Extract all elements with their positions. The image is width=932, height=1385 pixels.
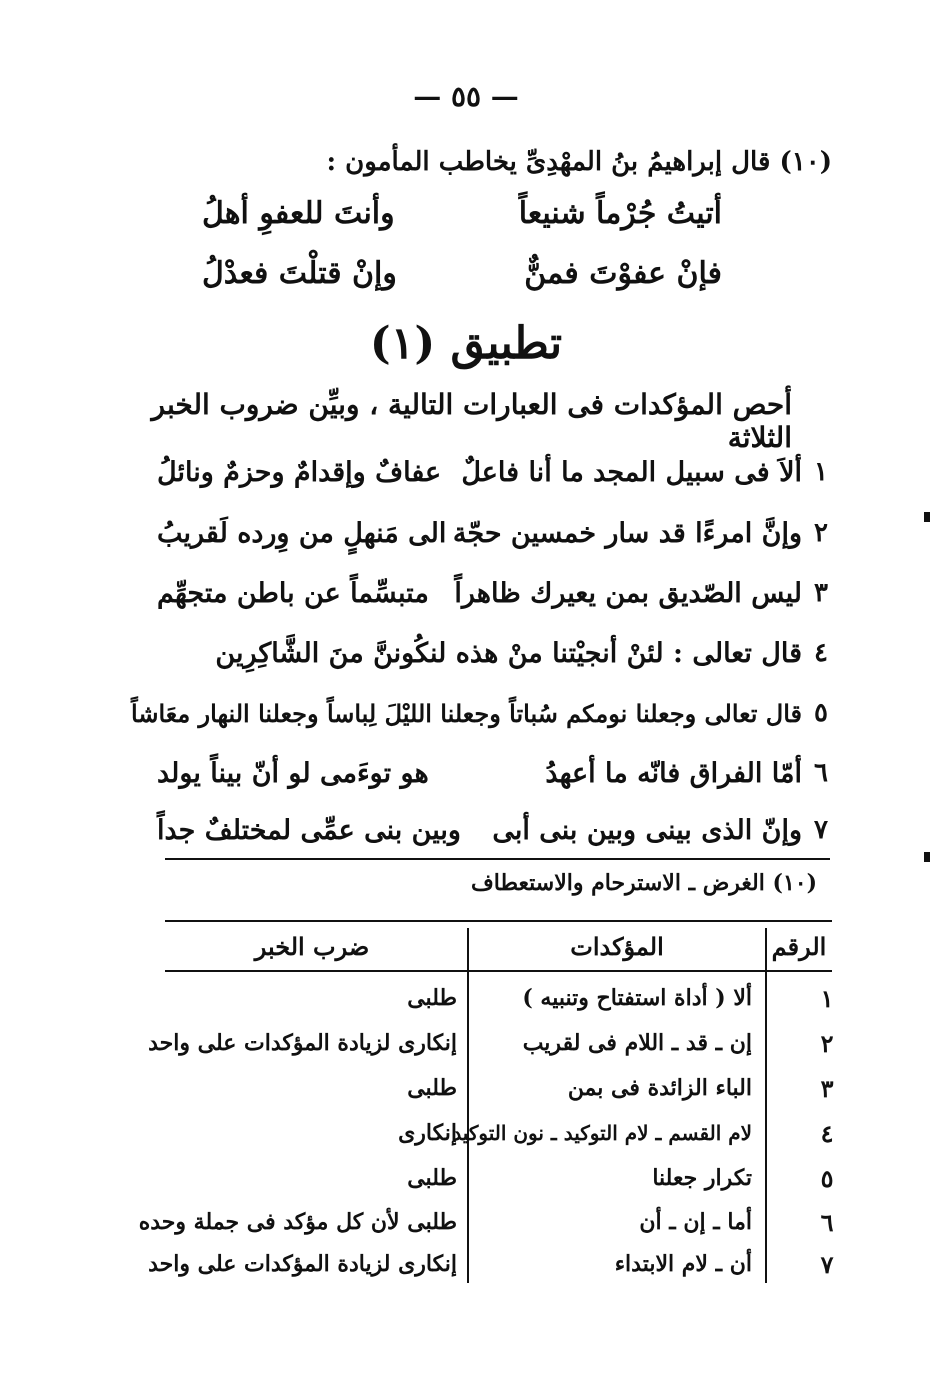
exercise-number: ٢	[814, 518, 828, 548]
exercise-line	[157, 442, 802, 502]
verse-hemistich-second: وأنتَ للعفوِ أهلُ	[202, 196, 395, 231]
verse-line	[202, 196, 722, 252]
table-cell-type: طلبى	[407, 1165, 457, 1191]
exercise-second-part: عفافٌ وإقدامٌ وحزمٌ ونائلُ	[157, 456, 442, 488]
exercise-number: ٦	[814, 758, 828, 788]
table-cell-number: ٢	[820, 1028, 834, 1058]
exercise-first-part: أمّا الفراق فانّه ما أعهدُ	[545, 757, 802, 789]
exercise-line	[157, 743, 802, 803]
verse-hemistich-first: أتيتُ جُرْماً شنيعاً	[518, 196, 722, 231]
table-cell-confirmers: أما ـ إن ـ أن	[639, 1209, 752, 1235]
table-cell-number: ٦	[820, 1207, 834, 1237]
exercise-second-part: وبين بنى عمِّى لمختلفٌ جداً	[157, 814, 461, 846]
exercise-line	[131, 683, 802, 743]
exercise-first-part: وإنّ الذى بينى وبين بنى أبى	[492, 814, 802, 846]
verse-hemistich-second: وإنْ قتلْتَ فعدْلُ	[202, 256, 397, 291]
exercise-first-part: ألاَ فى سبيل المجد ما أنا فاعلٌ	[461, 456, 802, 488]
exercise-text: قال تعالى وجعلنا نومكم سُباتاً وجعلنا الليْلَ لِباساً وجعلنا النهار معَاشاً	[131, 698, 802, 728]
table-cell-confirmers: لام القسم ـ لام التوكيد ـ نون التوكيد	[452, 1121, 752, 1145]
exercise-instruction: أحص المؤكدات فى العبارات التالية ، وبيِّن ضروب الخبر الثلاثة	[151, 388, 792, 454]
table-cell-confirmers: أن ـ لام الابتداء	[614, 1251, 752, 1277]
table-cell-type: طلبى	[407, 985, 457, 1011]
exercise-line	[157, 563, 802, 623]
exercise-heading: تطبيق (١)	[369, 318, 563, 369]
exercise-second-part: الى مَنهلٍ من وِرده لَقريبُ	[157, 517, 447, 549]
table-cell-number: ١	[820, 983, 834, 1013]
exercise-number: ١	[814, 457, 828, 487]
page-number: — ٥٥ —	[413, 80, 519, 113]
intro-line: (١٠) قال إبراهيمُ بنُ المهْدِىِّ يخاطب المأمون :	[326, 147, 832, 177]
scan-edge-mark	[924, 852, 930, 862]
header-type: ضرب الخبر	[254, 931, 370, 961]
table-cell-confirmers: ألا ( أداة استفتاح وتنبيه )	[522, 985, 752, 1011]
footnote: (١٠) الغرض ـ الاسترحام والاستعطاف	[470, 870, 817, 896]
table-cell-type: إنكارى لزيادة المؤكدات على واحد	[148, 1251, 457, 1277]
table-cell-type: طلبى لأن كل مؤكد فى جملة وحده	[138, 1209, 457, 1235]
scan-edge-mark	[924, 512, 930, 522]
exercise-second-part: متبسِّماً عن باطن متجهِّم	[157, 577, 429, 609]
exercise-line	[157, 800, 802, 860]
table-cell-type: إنكارى	[398, 1120, 457, 1146]
table-header-rule	[165, 970, 832, 972]
table-cell-number: ٥	[820, 1163, 834, 1193]
table-top-rule	[165, 920, 832, 922]
exercise-first-part: ليس الصّديق بمن يعيرك ظاهراً	[454, 577, 802, 609]
table-cell-number: ٤	[820, 1118, 834, 1148]
header-confirmers: المؤكدات	[570, 931, 664, 961]
exercise-number: ٤	[814, 638, 828, 668]
verse-line	[202, 256, 722, 312]
exercise-number: ٧	[814, 815, 828, 845]
exercise-second-part: هو توءَمى لو أنّ بيناً يولد	[157, 757, 429, 789]
table-cell-confirmers: الباء الزائدة فى بمن	[567, 1075, 752, 1101]
column-divider	[765, 928, 767, 1283]
table-cell-type: طلبى	[407, 1075, 457, 1101]
exercise-number: ٥	[814, 698, 828, 728]
table-cell-type: إنكارى لزيادة المؤكدات على واحد	[148, 1030, 457, 1056]
verse-hemistich-first: فإنْ عفوْتَ فمنٌّ	[524, 256, 722, 291]
exercise-first-part: وإنَّ امرءًا قد سار خمسين حجّة	[452, 517, 802, 549]
header-number: الرقم	[771, 931, 827, 961]
footnote-divider	[165, 858, 830, 860]
table-cell-number: ٧	[820, 1249, 834, 1279]
table-cell-confirmers: إن ـ قد ـ اللام فى لقريب	[522, 1030, 752, 1056]
exercise-text: قال تعالى : لئنْ أنجيْتنا منْ هذه لنكُوننَّ منَ الشَّاكِرِين	[215, 637, 802, 669]
exercise-line	[157, 503, 802, 563]
table-cell-number: ٣	[820, 1073, 834, 1103]
exercise-line	[157, 623, 802, 683]
table-cell-confirmers: تكرار جعلنا	[652, 1165, 752, 1191]
exercise-number: ٣	[814, 578, 828, 608]
